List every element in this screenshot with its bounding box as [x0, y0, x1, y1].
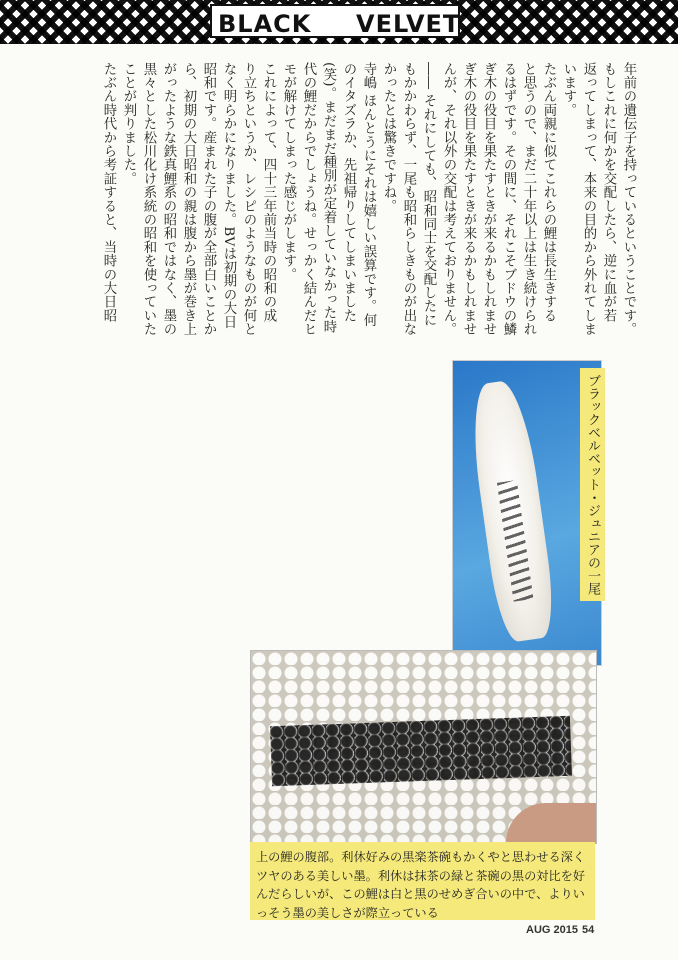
sumi-band: [270, 716, 572, 786]
footer-page: 54: [582, 924, 595, 936]
photo-tag: ブラックベルベット・ジュニアの一尾: [580, 368, 605, 601]
koi-belly-photo: [250, 650, 597, 844]
koi-figure: [465, 378, 559, 644]
photo-caption: 上の鯉の腹部。利休好みの黒楽茶碗もかくやと思わせる深くツヤのある美しい墨。利休は抹茶の緑と茶碗の黒の対比を好んだらしいが、この鯉は白と黒のせめぎ合いの中で、よりいっそう墨の美しさが際立っている: [250, 842, 595, 920]
title-velvet: VELVET: [356, 10, 461, 38]
title-black: BLACK: [218, 10, 312, 38]
footer-month: AUG 2015: [526, 924, 578, 936]
article-text-top: 年前の遺伝子を持っているということです。 もしこれに何かを交配したら、逆に血が若 返ってしまって、本来の目的から外れてしま います。 たぶん両親に似てこれらの鯉は長生きする と思うので、まだ二十年以上は生き続けられ るはずです。その間に、それこそブドウの鱗 ぎ木の役目を果たすときが来るかもしれませ ぎ木の役目を果たすときが来るかもしれませ んが、それ以外の交配は考えておりません。 ―― それにしても、昭和同士を交配したに もかかわらず、一尾も昭和らしきものが出な かったとは驚きですね。 寺嶋 ほんとうにそれは嬉しい誤算です。何 のイタズラか、先祖帰りしてしまいました (笑)。まだまだ種別が定着していなかった時 代の鯉だからでしょうね。せっかく結んだヒ モが解けてしまった感じがします。 これによって、四十三年前当時の昭和の成 り立ちというか、レシピのようなものが何と なく明らかになりました。BVは初期の大日 昭和です。産まれた子の腹が全部白いことか ら、初期の大日昭和の親は腹から墨が巻き上 がったような鉄真鯉系の昭和ではなく、墨の 黒々とした松川化け系統の昭和を使っていた ことが判りました。 たぶん時代から考証すると、当時の大日昭: [101, 62, 636, 336]
